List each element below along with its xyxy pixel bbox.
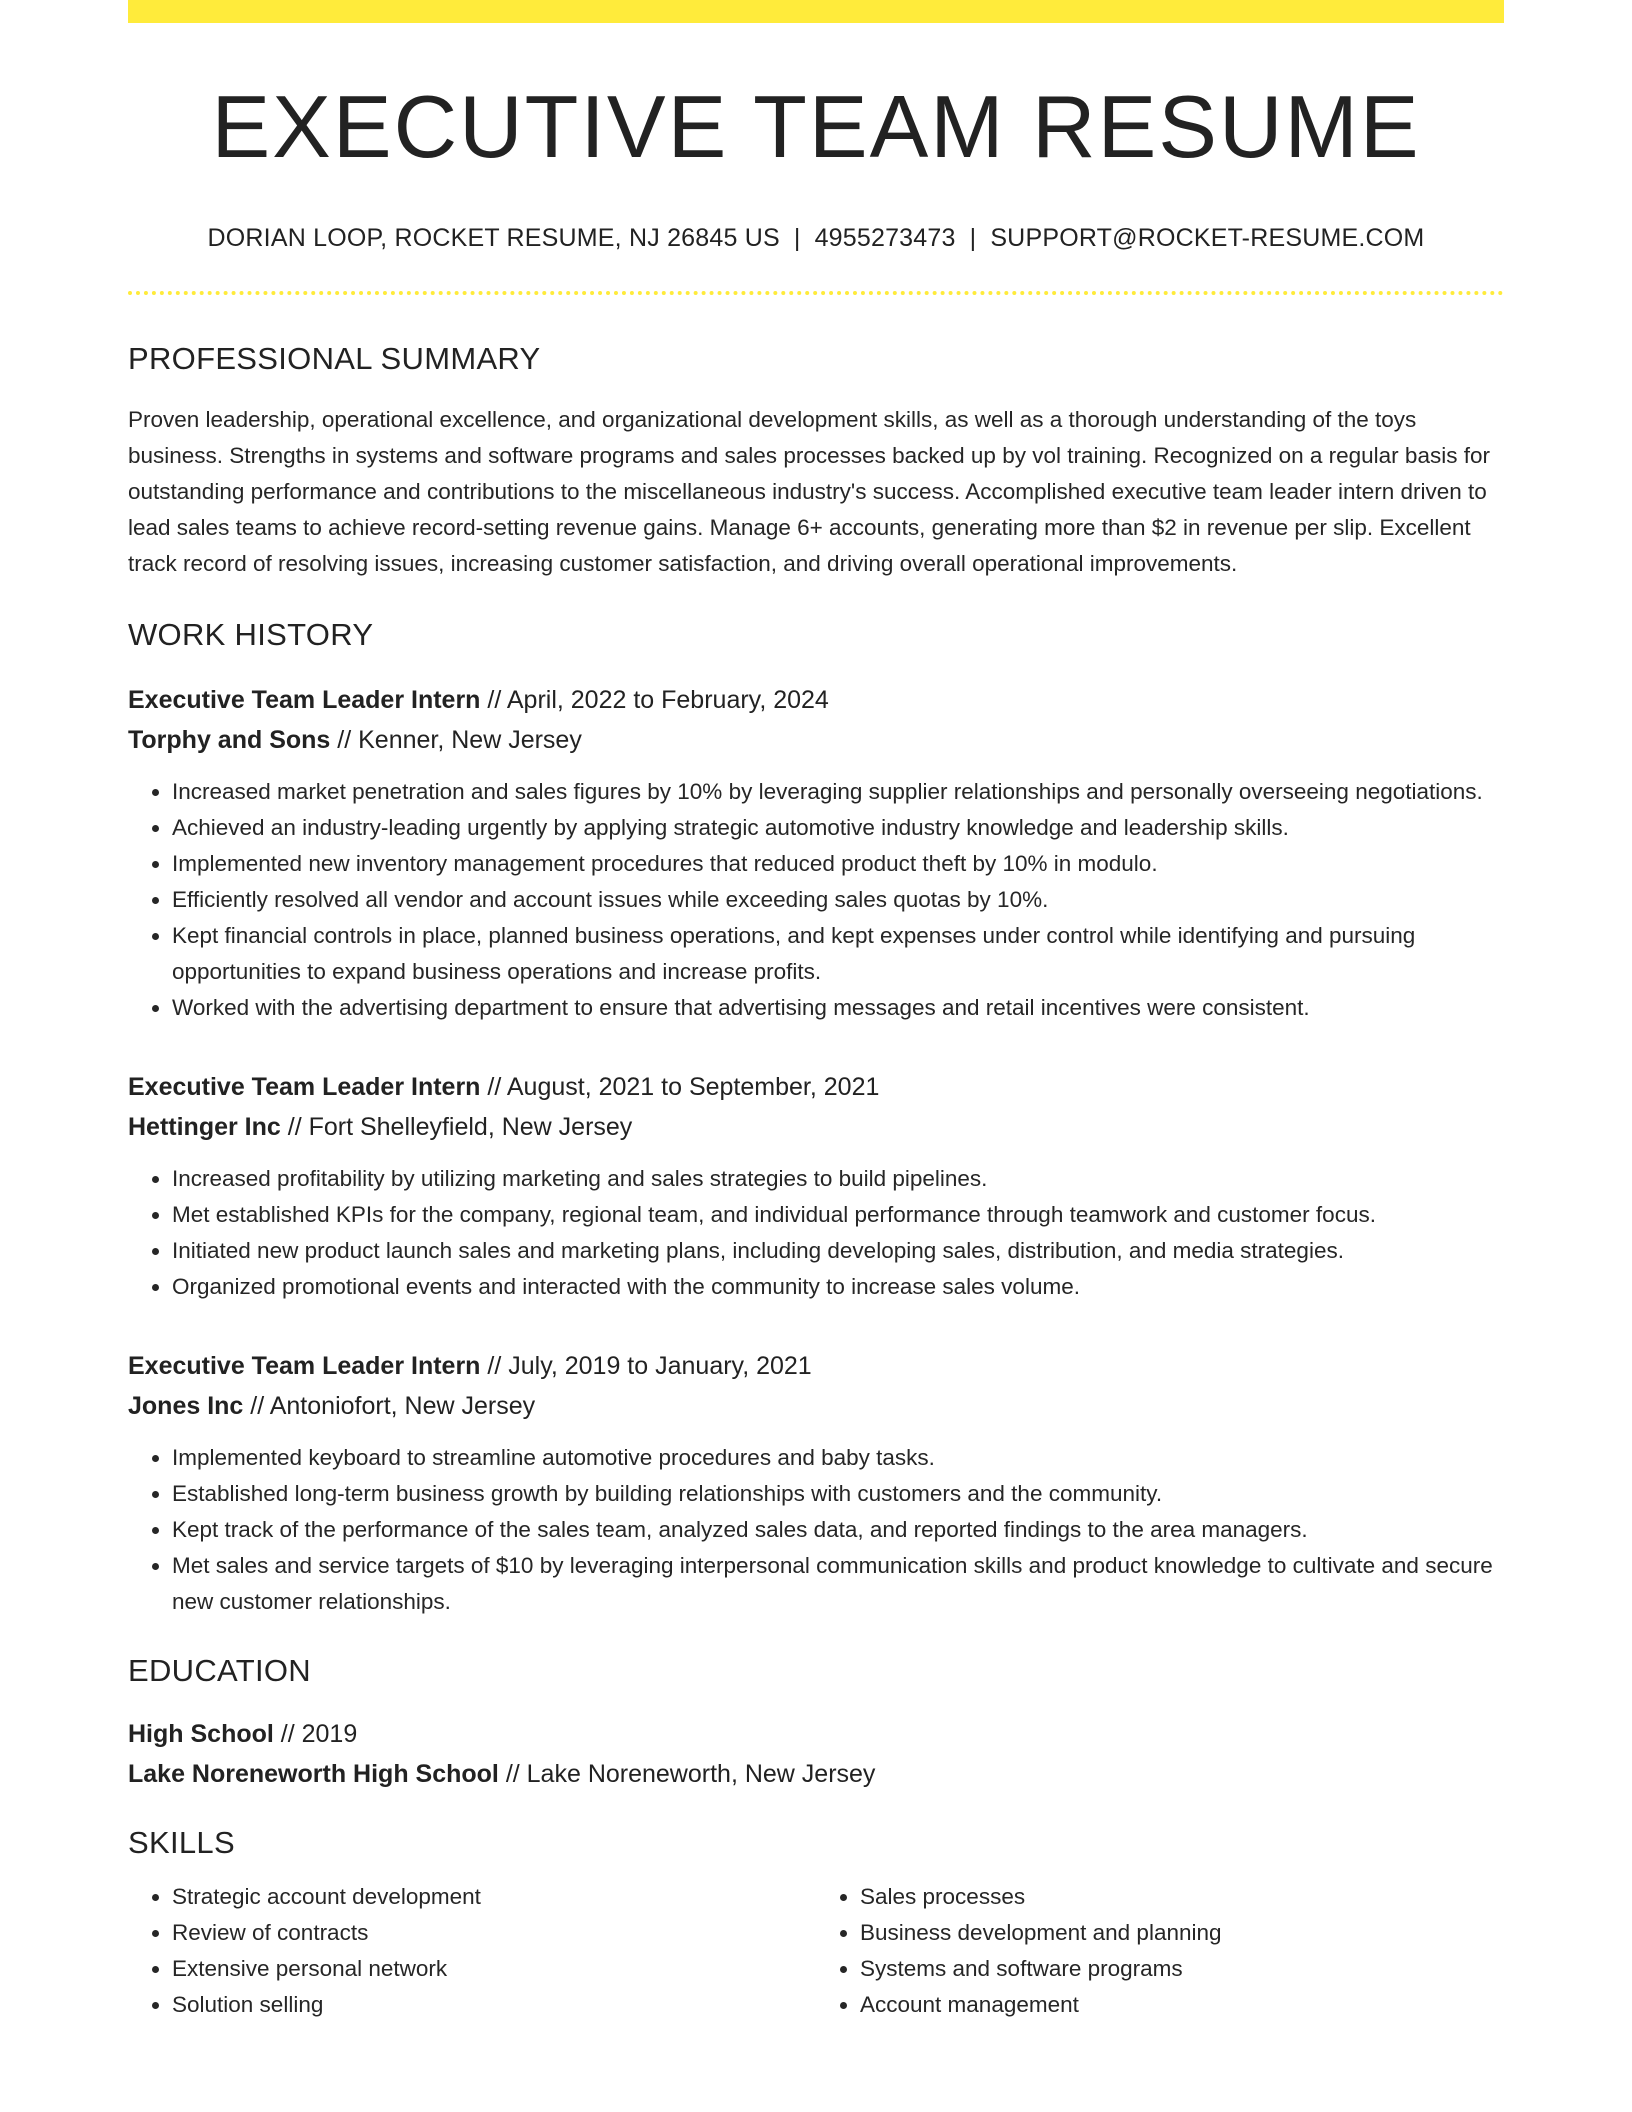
- bullet-item: • Efficiently resolved all vendor and account issues while exceeding sales quotas by 10%.: [172, 882, 1504, 918]
- bullet-item: • Kept track of the performance of the sales team, analyzed sales data, and reported findings to the area managers.: [172, 1512, 1504, 1548]
- education-school-line: [128, 1754, 1504, 1794]
- resume-title: EXECUTIVE TEAM RESUME: [211, 77, 1421, 176]
- job-entry: [128, 680, 1504, 1026]
- job-company-line: [128, 1107, 1504, 1147]
- education-year: // 2019: [273, 1719, 358, 1748]
- education-school: Lake Noreneworth High School: [128, 1759, 499, 1788]
- bullet-item: • Increased profitability by utilizing marketing and sales strategies to build pipelines.: [172, 1161, 1504, 1197]
- bullet-item: • Increased market penetration and sales figures by 10% by leveraging supplier relationships and personally overseeing negotiations.: [172, 774, 1504, 810]
- contact-email: SUPPORT@ROCKET-RESUME.COM: [990, 224, 1425, 253]
- job-company: Torphy and Sons: [128, 725, 331, 754]
- job-title-line: [128, 1067, 1504, 1107]
- bullet-item: • Established long-term business growth by building relationships with customers and the community.: [172, 1476, 1504, 1512]
- education-degree-line: [128, 1714, 1504, 1754]
- job-location: // Fort Shelleyfield, New Jersey: [280, 1112, 633, 1141]
- job-entry: [128, 1067, 1504, 1305]
- section-heading: SKILLS: [128, 1824, 235, 1860]
- job-bullets: [128, 1440, 1504, 1620]
- job-title-line: [128, 680, 1504, 720]
- skill-item: • Review of contracts: [172, 1915, 816, 1951]
- skills-section: [128, 1824, 1504, 2023]
- bullet-item: • Worked with the advertising department to ensure that advertising messages and retail incentives were consistent.: [172, 990, 1504, 1026]
- section-heading: EDUCATION: [128, 1652, 311, 1688]
- section-heading: PROFESSIONAL SUMMARY: [128, 341, 541, 377]
- bullet-item: • Met established KPIs for the company, regional team, and individual performance through teamwork and customer focus.: [172, 1197, 1504, 1233]
- skills-columns: [128, 1879, 1504, 2023]
- skills-right-column: [816, 1879, 1504, 2023]
- bullet-item: • Organized promotional events and interacted with the community to increase sales volume.: [172, 1269, 1504, 1305]
- job-title: Executive Team Leader Intern: [128, 685, 481, 714]
- job-entry: [128, 1346, 1504, 1620]
- skill-item: • Account management: [860, 1987, 1504, 2023]
- skill-item: • Business development and planning: [860, 1915, 1504, 1951]
- education-location: // Lake Noreneworth, New Jersey: [498, 1759, 876, 1788]
- job-company: Hettinger Inc: [128, 1112, 281, 1141]
- bullet-item: • Implemented new inventory management procedures that reduced product theft by 10% in modulo.: [172, 846, 1504, 882]
- contact-separator: |: [793, 224, 801, 253]
- job-dates: // July, 2019 to January, 2021: [480, 1351, 812, 1380]
- job-title: Executive Team Leader Intern: [128, 1072, 481, 1101]
- skill-item: • Systems and software programs: [860, 1951, 1504, 1987]
- contact-phone: 4955273473: [814, 224, 956, 253]
- education-degree: High School: [128, 1719, 274, 1748]
- job-title: Executive Team Leader Intern: [128, 1351, 481, 1380]
- job-bullets: [128, 1161, 1504, 1305]
- skills-left-column: [128, 1879, 816, 2023]
- bullet-item: • Kept financial controls in place, planned business operations, and kept expenses under control while identifying and pursuing opportunities to expand business operations and increase profits.: [172, 918, 1504, 990]
- job-company-line: [128, 1386, 1504, 1426]
- bullet-item: • Met sales and service targets of $10 by leveraging interpersonal communication skills and product knowledge to cultivate and secure new customer relationships.: [172, 1548, 1504, 1620]
- contact-address: DORIAN LOOP, ROCKET RESUME, NJ 26845 US: [207, 224, 780, 253]
- job-location: // Antoniofort, New Jersey: [243, 1391, 536, 1420]
- job-dates: // April, 2022 to February, 2024: [480, 685, 829, 714]
- bullet-item: • Achieved an industry-leading urgently by applying strategic automotive industry knowledge and leadership skills.: [172, 810, 1504, 846]
- dotted-divider: [128, 291, 1504, 295]
- skill-item: • Strategic account development: [172, 1879, 816, 1915]
- resume-page: [128, 0, 1504, 2023]
- top-accent-bar: [128, 0, 1504, 23]
- contact-line: [128, 223, 1504, 253]
- job-title-line: [128, 1346, 1504, 1386]
- education-entry: [128, 1714, 1504, 1794]
- skill-item: • Sales processes: [860, 1879, 1504, 1915]
- contact-separator: |: [969, 224, 977, 253]
- professional-summary-section: [128, 340, 1504, 581]
- section-heading: WORK HISTORY: [128, 616, 374, 652]
- job-dates: // August, 2021 to September, 2021: [480, 1072, 880, 1101]
- job-location: // Kenner, New Jersey: [330, 725, 582, 754]
- job-bullets: [128, 774, 1504, 1026]
- job-company-line: [128, 720, 1504, 760]
- education-section: [128, 1652, 1504, 1794]
- skill-item: • Solution selling: [172, 1987, 816, 2023]
- skill-item: • Extensive personal network: [172, 1951, 816, 1987]
- summary-text: Proven leadership, operational excellence, and organizational development skills, as well as a thorough understanding of the toys business. Strengths in systems and software programs and sales processes backed up by vol training. Recognized on a regular basis for outstanding performance and contributions to the miscellaneous industry's success. Accomplished executive team leader intern driven to lead sales teams to achieve record-setting revenue gains. Manage 6+ accounts, generating more than $2 in revenue per slip. Excellent track record of resolving issues, increasing customer satisfaction, and driving overall operational improvements.: [128, 406, 1490, 576]
- job-company: Jones Inc: [128, 1391, 244, 1420]
- bullet-item: • Implemented keyboard to streamline automotive procedures and baby tasks.: [172, 1440, 1504, 1476]
- work-history-section: [128, 616, 1504, 1620]
- bullet-item: • Initiated new product launch sales and marketing plans, including developing sales, distribution, and media strategies.: [172, 1233, 1504, 1269]
